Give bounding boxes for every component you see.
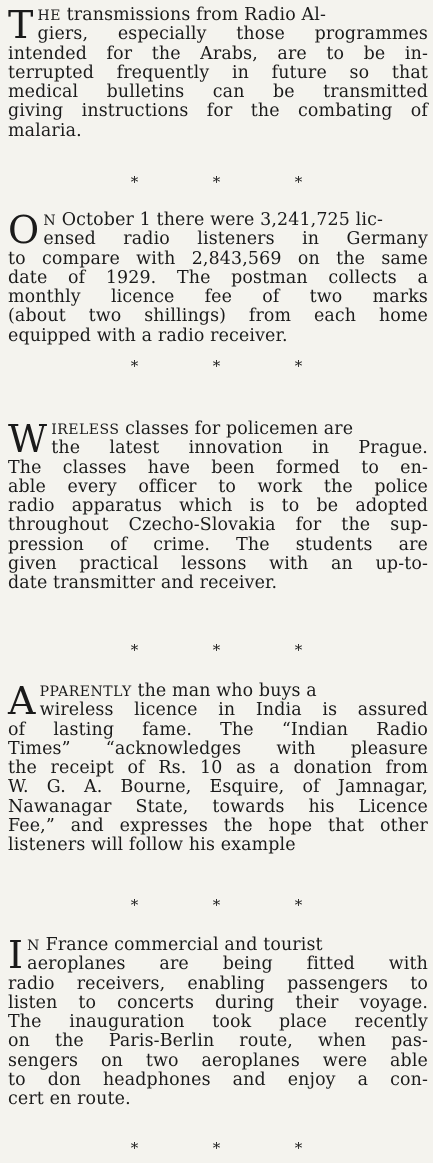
news-item-4: [8, 679, 428, 856]
first-line-rest: transmissions from Radio Al-: [60, 5, 326, 25]
text-line: medical bulletins can be transmitted: [8, 82, 428, 103]
drop-cap: O: [8, 208, 40, 252]
separator-star: *: [294, 357, 303, 375]
separator-star: *: [294, 173, 303, 191]
drop-cap: T: [8, 3, 34, 47]
first-line-rest: the man who buys a: [131, 681, 317, 701]
first-line: [8, 682, 428, 701]
drop-cap: A: [8, 679, 36, 723]
text-line: intended for the Arabs, are to be in-: [8, 43, 428, 64]
first-line-rest: classes for policemen are: [119, 419, 354, 439]
text-line: cert en route.: [8, 1089, 131, 1110]
separator-star: *: [212, 357, 221, 375]
text-line: date of 1929. The postman collects a: [8, 267, 428, 288]
text-line: throughout Czecho-Slovakia for the sup-: [8, 515, 428, 536]
text-line: malaria.: [8, 120, 82, 141]
first-line: [8, 936, 428, 955]
news-item-1: [8, 3, 428, 141]
first-line-rest: France commercial and tourist: [39, 935, 323, 955]
text-line: date transmitter and receiver.: [8, 573, 278, 594]
separator-star: *: [212, 1139, 221, 1157]
text-line: The classes have been formed to en-: [8, 457, 428, 478]
text-line: radio apparatus which is to be adopted: [8, 496, 428, 517]
text-line: able every officer to work the police: [8, 476, 428, 497]
lead-smallcaps: IRELESS: [51, 422, 120, 438]
separator: [0, 1138, 433, 1158]
first-line: [8, 420, 428, 439]
text-line: the latest innovation in Prague.: [51, 438, 428, 459]
drop-cap: W: [8, 417, 48, 461]
first-line: [8, 6, 428, 25]
text-line: wireless licence in India is assured: [39, 700, 428, 721]
first-line: [8, 211, 428, 230]
separator-star: *: [130, 896, 139, 914]
text-line: listeners will follow his example: [8, 835, 296, 856]
text-line: monthly licence fee of two marks: [8, 287, 428, 308]
separator: [0, 172, 433, 192]
news-item-5: [8, 933, 428, 1110]
separator-star: *: [212, 641, 221, 659]
separator-star: *: [130, 1139, 139, 1157]
text-line: radio receivers, enabling passengers to: [8, 973, 428, 994]
separator-star: *: [294, 1139, 303, 1157]
separator-star: *: [130, 641, 139, 659]
text-line: giers, especially those programmes: [37, 24, 428, 45]
text-line: sengers on two aeroplanes were able: [8, 1050, 428, 1071]
separator-star: *: [130, 173, 139, 191]
text-line: terrupted frequently in future so that: [8, 62, 428, 83]
text-line: the receipt of Rs. 10 as a donation from: [8, 758, 428, 779]
lead-smallcaps: PPARENTLY: [39, 684, 132, 700]
text-line: giving instructions for the combating of: [8, 101, 428, 122]
separator: [0, 895, 433, 915]
separator-star: *: [212, 173, 221, 191]
text-line: Nawanagar State, towards his Licence: [8, 796, 428, 817]
text-line: given practical lessons with an up-to-: [8, 554, 428, 575]
lead-smallcaps: N: [43, 213, 57, 229]
drop-cap: I: [8, 933, 24, 977]
text-line: to compare with 2,843,569 on the same: [8, 248, 428, 269]
news-item-2: [8, 208, 428, 346]
lead-smallcaps: N: [27, 938, 40, 954]
text-line: (about two shillings) from each home: [8, 306, 428, 327]
text-line: of lasting fame. The “Indian Radio: [8, 719, 428, 740]
text-line: pression of crime. The students are: [8, 534, 428, 555]
separator-star: *: [130, 357, 139, 375]
separator-star: *: [294, 896, 303, 914]
first-line-rest: October 1 there were 3,241,725 lic-: [56, 210, 384, 230]
text-line: to don headphones and enjoy a con-: [8, 1070, 428, 1091]
text-line: aeroplanes are being fitted with: [27, 954, 428, 975]
separator-star: *: [212, 896, 221, 914]
lead-smallcaps: HE: [37, 8, 61, 24]
text-line: on the Paris-Berlin route, when pas-: [8, 1031, 428, 1052]
separator: [0, 640, 433, 660]
text-line: equipped with a radio receiver.: [8, 325, 288, 346]
news-item-3: [8, 417, 428, 594]
text-line: Fee,” and expresses the hope that other: [8, 816, 428, 837]
text-line: ensed radio listeners in Germany: [43, 229, 428, 250]
text-line: Times” “acknowledges with pleasure: [8, 738, 428, 759]
text-line: listen to concerts during their voyage.: [8, 992, 428, 1013]
separator-star: *: [294, 641, 303, 659]
text-line: The inauguration took place recently: [8, 1012, 428, 1033]
text-line: W. G. A. Bourne, Esquire, of Jamnagar,: [8, 777, 428, 798]
separator: [0, 356, 433, 376]
